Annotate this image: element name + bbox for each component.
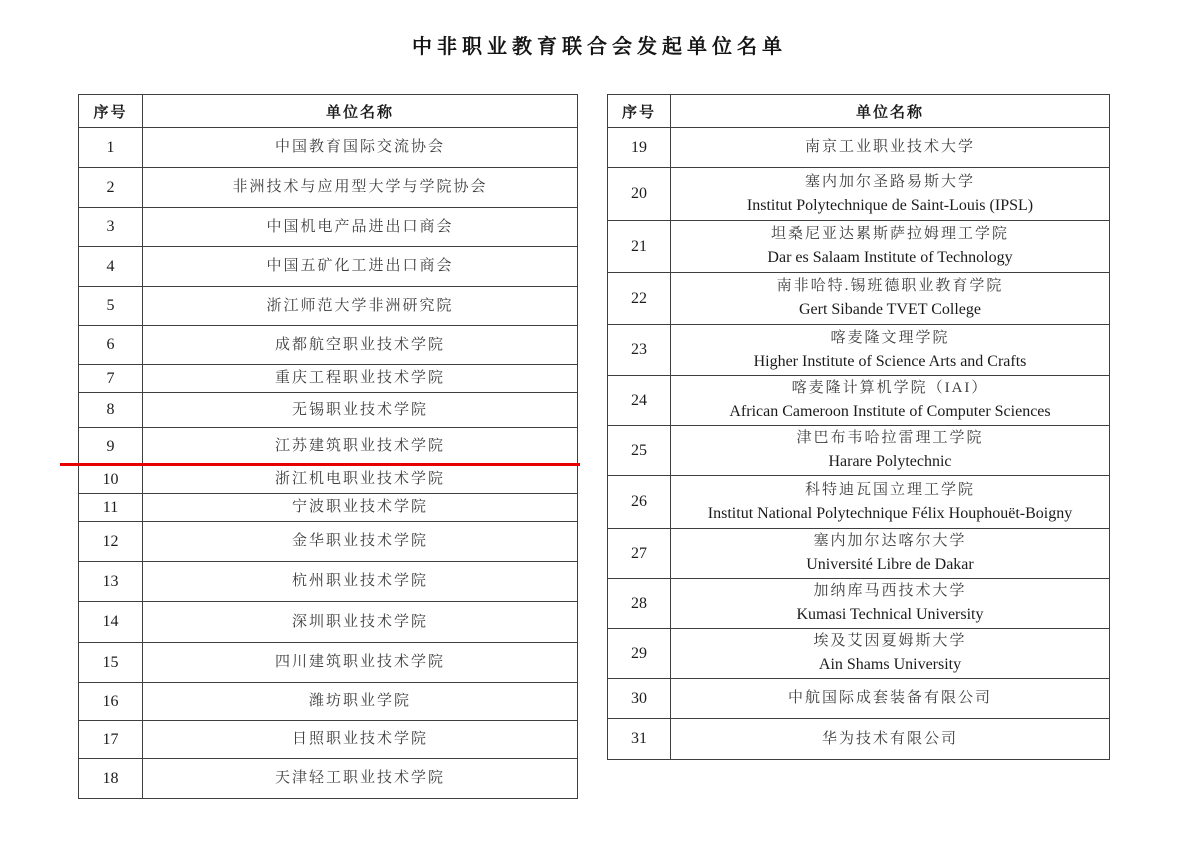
unit-name-cn: 重庆工程职业技术学院: [274, 370, 445, 386]
table-row: [608, 476, 1110, 529]
unit-name-cell: [671, 679, 1110, 719]
unit-name-cell: [671, 719, 1110, 760]
row-number-cell: 22: [608, 273, 671, 325]
unit-name-cn: 浙江师范大学非洲研究院: [266, 297, 454, 314]
unit-name-cn: 中航国际成套装备有限公司: [787, 690, 992, 706]
row-number-cell: 1: [79, 128, 143, 168]
unit-name-cell: [143, 759, 578, 799]
row-number-cell: 14: [79, 602, 143, 643]
row-number-cell: 9: [79, 428, 143, 466]
unit-name-cell: [143, 128, 578, 168]
right-table: [607, 94, 1110, 760]
table-row: [79, 466, 578, 494]
document-title: 中非职业教育联合会发起单位名单: [412, 36, 787, 58]
row-number-cell: 23: [608, 325, 671, 376]
unit-name-cn: 坦桑尼亚达累斯萨拉姆理工学院: [770, 226, 1009, 242]
unit-name-en: Université Libre de Dakar: [806, 556, 974, 573]
unit-name-cn: 中国教育国际交流协会: [274, 139, 445, 155]
unit-name-cell: [143, 326, 578, 365]
left-table-header-row: [79, 95, 578, 128]
row-number-cell: 28: [608, 579, 671, 629]
unit-name-cn: 杭州职业技术学院: [291, 573, 428, 589]
unit-name-cn: 非洲技术与应用型大学与学院协会: [232, 179, 488, 195]
row-number-cell: 25: [608, 426, 671, 476]
row-number-cell: 4: [79, 247, 143, 287]
row-number-cell: 18: [79, 759, 143, 799]
unit-name-cell: [143, 365, 578, 393]
row-number-cell: 11: [79, 494, 143, 522]
row-number-cell: 26: [608, 476, 671, 529]
col-header-name: 单位名称: [143, 95, 578, 128]
unit-name-cn: 南非哈特.锡班德职业教育学院: [776, 278, 1004, 294]
unit-name-cn: 潍坊职业学院: [308, 693, 411, 709]
unit-name-cn: 日照职业技术学院: [291, 731, 428, 747]
row-number-cell: 16: [79, 683, 143, 721]
table-row: [79, 721, 578, 759]
unit-name-cell: [143, 247, 578, 287]
table-row: [79, 208, 578, 247]
table-row: [79, 247, 578, 287]
row-number-cell: 20: [608, 168, 671, 221]
row-number-cell: 24: [608, 376, 671, 426]
unit-name-cell: [143, 721, 578, 759]
unit-name-cell: [671, 168, 1110, 221]
table-row: [79, 562, 578, 602]
unit-name-cn: 成都航空职业技术学院: [274, 336, 445, 353]
unit-name-cn: 深圳职业技术学院: [291, 613, 428, 630]
unit-name-en: African Cameroon Institute of Computer Sciences: [729, 403, 1051, 420]
table-row: [608, 719, 1110, 760]
unit-name-cn: 金华职业技术学院: [291, 533, 428, 549]
unit-name-cn: 塞内加尔圣路易斯大学: [804, 173, 975, 190]
table-row: [79, 428, 578, 466]
table-row: [608, 168, 1110, 221]
unit-name-cn: 科特迪瓦国立理工学院: [804, 481, 975, 498]
row-number-cell: 29: [608, 629, 671, 679]
row-number-cell: 6: [79, 326, 143, 365]
table-row: [79, 287, 578, 326]
unit-name-cell: [143, 287, 578, 326]
unit-name-cell: [671, 426, 1110, 476]
unit-name-cn: 浙江机电职业技术学院: [274, 471, 445, 487]
unit-name-cell: [143, 562, 578, 602]
row-number-cell: 19: [608, 128, 671, 168]
highlight-underline: [60, 463, 580, 466]
unit-name-cn: 天津轻工职业技术学院: [274, 770, 445, 786]
unit-name-cell: [671, 629, 1110, 679]
row-number-cell: 5: [79, 287, 143, 326]
unit-name-cell: [143, 168, 578, 208]
left-table: [78, 94, 578, 799]
col-header-name: 单位名称: [671, 95, 1110, 128]
unit-name-cell: [143, 602, 578, 643]
table-row: [79, 168, 578, 208]
unit-name-cn: 塞内加尔达喀尔大学: [813, 533, 967, 549]
row-number-cell: 31: [608, 719, 671, 760]
unit-name-en: Gert Sibande TVET College: [798, 301, 982, 318]
table-row: [608, 325, 1110, 376]
unit-name-cell: [143, 393, 578, 428]
table-row: [79, 643, 578, 683]
unit-name-cell: [143, 428, 578, 466]
unit-name-en: Kumasi Technical University: [796, 606, 984, 623]
unit-name-cell: [143, 208, 578, 247]
row-number-cell: 15: [79, 643, 143, 683]
table-row: [79, 494, 578, 522]
table-row: [608, 376, 1110, 426]
col-header-num: 序号: [79, 95, 143, 128]
row-number-cell: 2: [79, 168, 143, 208]
unit-name-cn: 中国机电产品进出口商会: [266, 218, 454, 235]
table-row: [608, 426, 1110, 476]
table-row: [79, 602, 578, 643]
table-row: [79, 522, 578, 562]
unit-name-cell: [671, 476, 1110, 529]
unit-name-cn: 南京工业职业技术大学: [804, 139, 975, 155]
unit-name-cell: [671, 325, 1110, 376]
unit-name-cn: 中国五矿化工进出口商会: [266, 258, 454, 274]
unit-name-en: Dar es Salaam Institute of Technology: [767, 249, 1013, 266]
unit-name-cell: [671, 273, 1110, 325]
row-number-cell: 17: [79, 721, 143, 759]
right-table-body: [608, 128, 1110, 760]
unit-name-en: Ain Shams University: [818, 656, 962, 673]
unit-name-cn: 四川建筑职业技术学院: [274, 654, 445, 670]
unit-name-en: Higher Institute of Science Arts and Crafts: [753, 352, 1027, 370]
right-table-header-row: [608, 95, 1110, 128]
unit-name-cell: [143, 643, 578, 683]
unit-name-cn: 加纳库马西技术大学: [813, 583, 967, 599]
unit-name-cell: [143, 494, 578, 522]
table-row: [79, 326, 578, 365]
table-row: [608, 221, 1110, 273]
col-header-num: 序号: [608, 95, 671, 128]
unit-name-cn: 埃及艾因夏姆斯大学: [813, 633, 967, 649]
row-number-cell: 7: [79, 365, 143, 393]
unit-name-cell: [143, 522, 578, 562]
table-row: [79, 365, 578, 393]
unit-name-cell: [143, 683, 578, 721]
table-row: [608, 273, 1110, 325]
row-number-cell: 10: [79, 466, 143, 494]
unit-name-en: Institut National Polytechnique Félix Houphouët-Boigny: [707, 504, 1073, 522]
unit-name-cell: [671, 579, 1110, 629]
unit-name-cell: [671, 221, 1110, 273]
row-number-cell: 21: [608, 221, 671, 273]
unit-name-en: Institut Polytechnique de Saint-Louis (IPSL): [746, 196, 1034, 214]
table-row: [79, 759, 578, 799]
unit-name-cell: [143, 466, 578, 494]
row-number-cell: 27: [608, 529, 671, 579]
row-number-cell: 3: [79, 208, 143, 247]
table-row: [608, 529, 1110, 579]
unit-name-cn: 江苏建筑职业技术学院: [274, 438, 445, 454]
unit-name-cn: 华为技术有限公司: [821, 730, 958, 747]
table-row: [608, 679, 1110, 719]
table-row: [608, 128, 1110, 168]
table-row: [79, 683, 578, 721]
unit-name-en: Harare Polytechnic: [828, 453, 952, 470]
table-row: [608, 579, 1110, 629]
unit-name-cn: 喀麦隆计算机学院（IAI）: [791, 380, 989, 396]
row-number-cell: 30: [608, 679, 671, 719]
unit-name-cell: [671, 529, 1110, 579]
table-row: [608, 629, 1110, 679]
row-number-cell: 13: [79, 562, 143, 602]
table-row: [79, 128, 578, 168]
unit-name-cn: 宁波职业技术学院: [291, 499, 428, 515]
unit-name-cn: 喀麦隆文理学院: [830, 329, 950, 346]
unit-name-cn: 津巴布韦哈拉雷理工学院: [796, 430, 984, 446]
unit-name-cell: [671, 376, 1110, 426]
table-row: [79, 393, 578, 428]
unit-name-cn: 无锡职业技术学院: [291, 401, 428, 418]
unit-name-cell: [671, 128, 1110, 168]
row-number-cell: 12: [79, 522, 143, 562]
row-number-cell: 8: [79, 393, 143, 428]
